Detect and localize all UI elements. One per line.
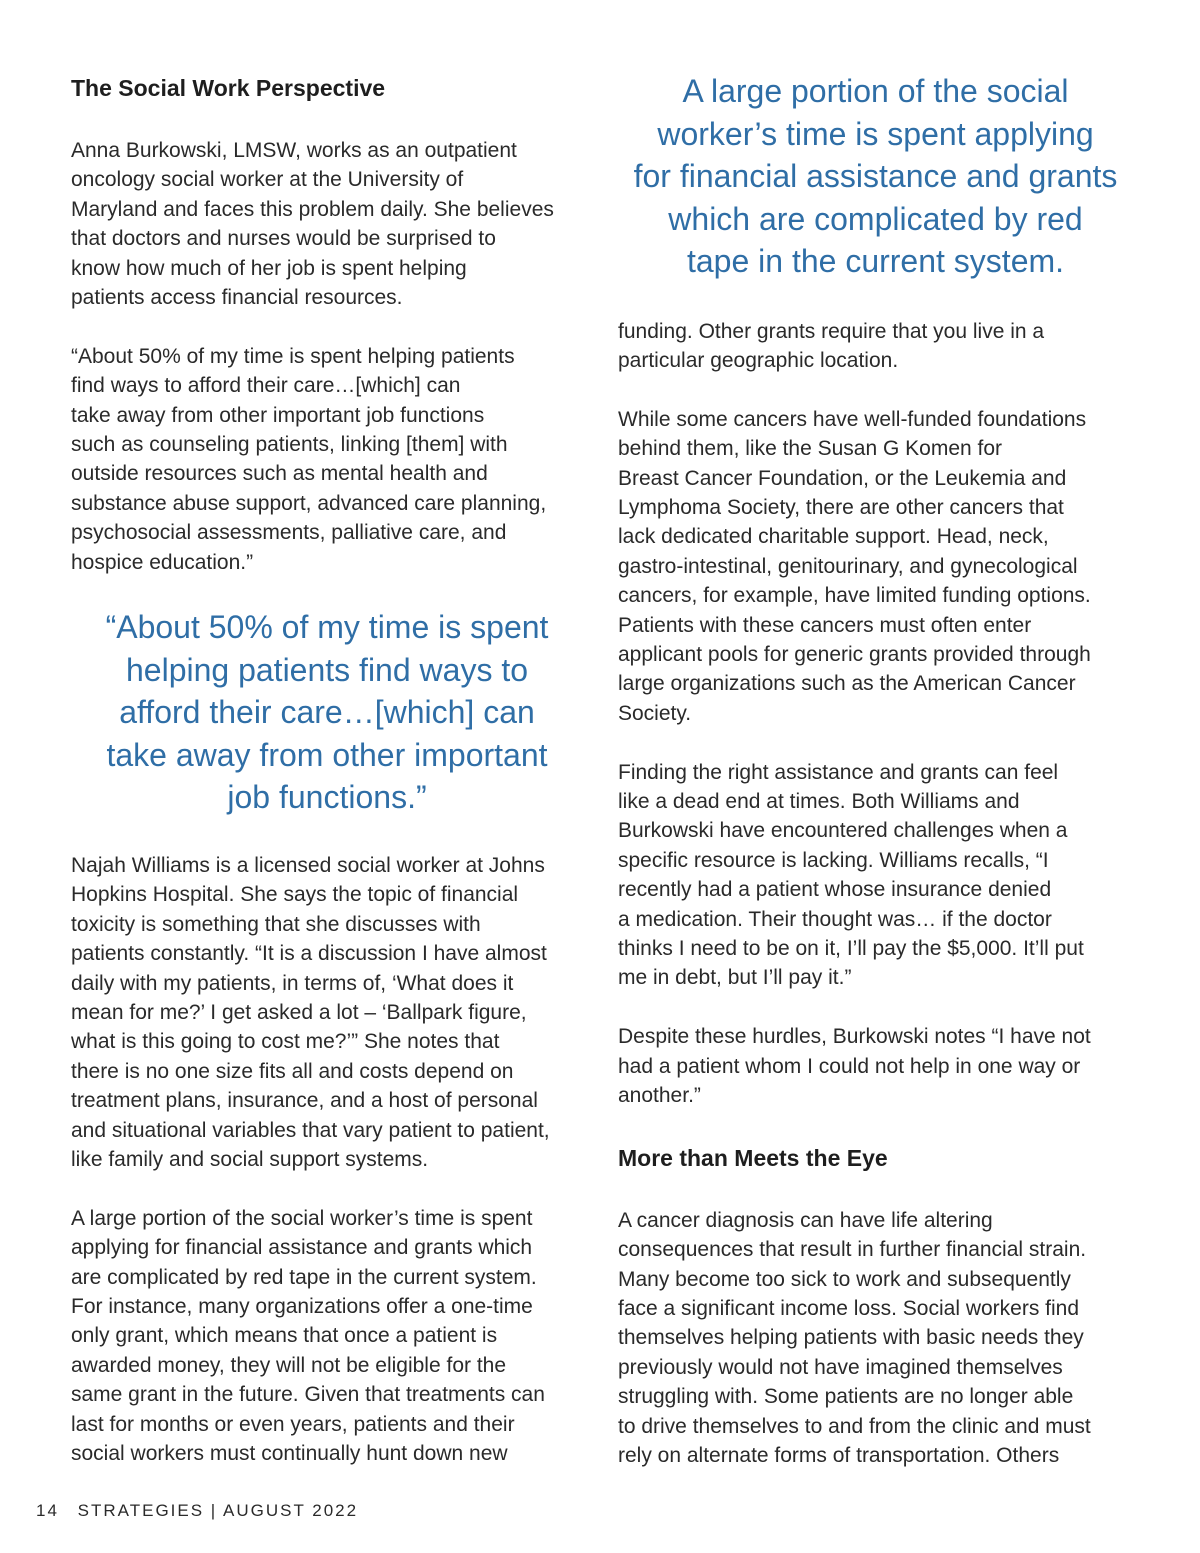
paragraph-foundations: While some cancers have well-funded foundations behind them, like the Susan G Komen for Breast Cancer Foundation, or the Leukemia and Lymphoma Society, there are other cancers that lack dedicated charitable support. Head, neck, gastro-intestinal, genitourinary, and gynecological cancers, for example, have limited funding options. Patients with these cancers must often enter applicant pools for generic grants provided through large organizations such as the American Cancer Society. xyxy=(618,407,1091,725)
publication-title: STRATEGIES | AUGUST 2022 xyxy=(77,1501,359,1520)
pull-quote-right: A large portion of the social worker’s time is spent applying for financial assistance and grants which are complicated by red tape in the current system. xyxy=(633,73,1118,279)
page-number: 14 xyxy=(36,1501,59,1520)
paragraph-williams: Najah Williams is a licensed social worker at Johns Hopkins Hospital. She says the topic of financial toxicity is something that she discusses with patients constantly. “It is a discussion I have almost daily with my patients, in terms of, ‘What does it mean for me?’ I get asked a lot – ‘Ballpark figure, what is this going to cost me?’” She notes that there is no one size fits all and costs depend on treatment plans, insurance, and a host of personal and situational variables that vary patient to patient, like family and social support systems. xyxy=(71,853,550,1172)
pull-quote-left: “About 50% of my time is spent helping patients find ways to afford their care…[which] can take away from other important job functions.” xyxy=(105,609,549,816)
page-footer xyxy=(36,1501,370,1521)
paragraph-grants: A large portion of the social worker’s time is spent applying for financial assistance and grants which are complicated by red tape in the current system. For instance, many organizations offer a one-time only grant, which means that once a patient is awarded money, they will not be eligible for the same grant in the future. Given that treatments can last for months or even years, patients and their social workers must continually hunt down new xyxy=(71,1206,545,1466)
paragraph-burkowski-intro: Anna Burkowski, LMSW, works as an outpatient oncology social worker at the University of Maryland and faces this problem daily. She believes that doctors and nurses would be surprised to know how much of her job is spent helping patients access financial resources. xyxy=(71,139,554,310)
section-heading-social-work: The Social Work Perspective xyxy=(71,75,386,101)
paragraph-dead-end: Finding the right assistance and grants can feel like a dead end at times. Both Williams and Burkowski have encountered challenges when a specific resource is lacking. Williams recalls, “I recently had a patient whose insurance denied a medication. Their thought was… if the doctor thinks I need to be on it, I’ll pay the $5,000. It’ll put me in debt, but I’ll pay it.” xyxy=(618,760,1084,990)
section-heading-more-than-meets-eye: More than Meets the Eye xyxy=(618,1144,888,1171)
paragraph-funding: funding. Other grants require that you live in a particular geographic location. xyxy=(618,319,1045,372)
left-column xyxy=(71,70,583,1498)
paragraph-burkowski-quote: “About 50% of my time is spent helping patients find ways to afford their care…[which] can take away from other important job functions such as counseling patients, linking [them] with outside resources such as mental health and substance abuse support, advanced care planning, psychosocial assessments, palliative care, and hospice education.” xyxy=(71,344,547,574)
paragraph-diagnosis: A cancer diagnosis can have life altering consequences that result in further financial strain. Many become too sick to work and subsequently face a significant income loss. Social workers find themselves helping patients with basic needs they previously would not have imagined themselves struggling with. Some patients are no longer able to drive themselves to and from the clinic and must rely on alternate forms of transportation. Others xyxy=(618,1208,1091,1468)
right-column xyxy=(618,70,1133,1500)
paragraph-hurdles: Despite these hurdles, Burkowski notes “I have not had a patient whom I could not help in one way or another.” xyxy=(618,1025,1091,1108)
